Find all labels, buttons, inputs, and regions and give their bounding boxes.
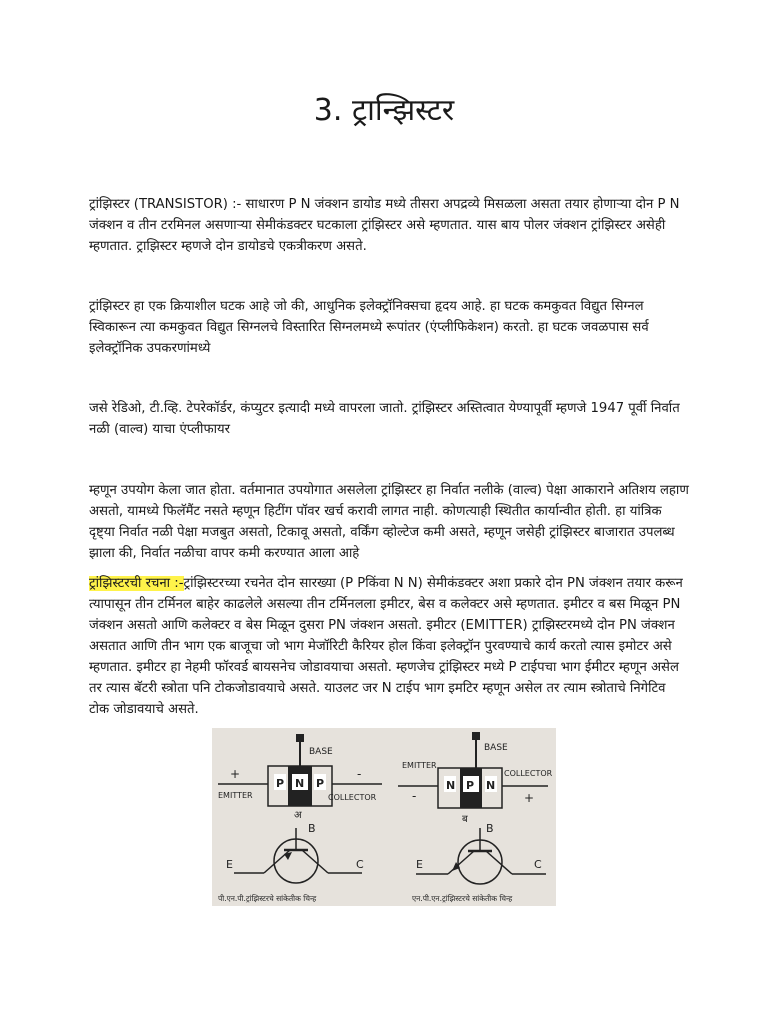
pnp-emitter-label: EMITTER <box>218 791 253 800</box>
pnp-marker: अ <box>294 810 302 821</box>
pnp-base-label: BASE <box>309 747 333 757</box>
pnp-b-label: B <box>308 822 316 835</box>
pnp-plus: + <box>230 767 241 781</box>
npn-base-label: BASE <box>484 743 508 753</box>
pnp-symbol <box>218 822 364 903</box>
npn-c-label: C <box>534 858 542 871</box>
pnp-caption: पी.एन.पी.ट्रांझिस्टरचे सांकेतीक चिन्ह <box>218 894 317 903</box>
pnp-structure <box>218 734 382 821</box>
npn-layer-3: N <box>486 779 496 792</box>
pnp-layer-1: P <box>276 777 285 790</box>
structure-heading-highlight: ट्रांझिस्टरची रचना :- <box>89 576 184 591</box>
npn-layer-2: P <box>466 779 475 792</box>
npn-caption: एन.पी.एन.ट्रांझिस्टरचे सांकेतीक चिन्ह <box>412 894 513 903</box>
paragraph-usage: जसे रेडिओ, टी.व्हि. टेपरेकॉर्डर, कंप्युटर इत्यादी मध्ये वापरला जातो. ट्रांझिस्टर अस्तित्वात येण्यापूर्वी म्हणजे 1947 पूर्वी निर्वात नळी (वाल्व) याचा एंप्लीफायर <box>89 401 680 437</box>
transistor-figure-photo <box>212 728 556 906</box>
pnp-e-label: E <box>226 858 233 871</box>
pnp-minus: - <box>357 767 362 781</box>
paragraph-definition: ट्रांझिस्टर (TRANSISTOR) :- साधारण P N जंक्शन डायोड मध्ये तीसरा अपद्रव्ये मिसळला असता तयार होणाऱ्या दोन P N जंक्शन व तीन टरमिनल असणाऱ्या सेमीकंडक्टर घटकाला ट्रांझिस्टर असे म्हणतात. यास बाय पोलर जंक्शन ट्रांझिस्टर असेही म्हणतात. ट्राझिस्टर म्हणजे दोन डायोडचे एकत्रीकरण असते. <box>89 197 680 254</box>
paragraph-active-component: ट्रांझिस्टर हा एक क्रियाशील घटक आहे जो की, आधुनिक इलेक्ट्रॉनिक्सचा हृदय आहे. हा घटक कमकुवत विद्युत सिग्नल स्विकारून त्या कमकुवत विद्युत सिग्नलचे विस्तारित सिग्नलमध्ये रूपांतर (एंप्लीफिकेशन) करतो. हा घटक जवळपास सर्व इलेक्ट्रॉनिक उपकरणांमध्ये <box>89 299 649 356</box>
page-title: 3. ट्रान्झिस्टर <box>313 93 455 128</box>
npn-emitter-label: EMITTER <box>402 761 437 770</box>
pnp-layer-2: N <box>295 777 305 790</box>
structure-body: ट्रांझिस्टरच्या रचनेत दोन सारख्या (P Pकिंवा N N) सेमीकंडक्टर अशा प्रकारे दोन PN जंक्शन तयार करून त्यापासून तीन टर्मिनल बाहेर काढलेले असल्या तीन टर्मिनलला इमीटर, बेस व कलेक्टर असे म्हणतात. इमीटर व बस मिळून PN जंक्शन असतो आणि कलेक्टर व बेस मिळून दुसरा PN जंक्शन असतो. इमीटर (EMITTER) ट्राझिस्टरमध्ये दोन PN जंक्शन असतात आणि तीन भाग एक बाजूचा जो भाग मेजॉरिटी कैरियर होल किंवा इलेक्ट्रॉन पुरवण्याचे कार्य करतो त्यास इमोटर असे म्हणतात. इमीटर हा नेहमी फॉरवर्ड बायसनेच जोडावयाचा असतो. म्हणजेच ट्रांझिस्टर मध्ये P टाईपचा भाग ईमीटर म्हणून असेल तर त्यास बॅटरी स्त्रोता पनि टोकजोडावयाचे असते. याउलट जर N टाईप भाग इमटिर म्हणून असेल तर त्याम स्त्रोताचे निगेटिव टोक जोडावयाचे असते. <box>89 576 683 717</box>
pnp-layer-3: P <box>316 777 325 790</box>
npn-b-label: B <box>486 822 494 835</box>
npn-collector-label: COLLECTOR <box>504 769 553 778</box>
pnp-c-label: C <box>356 858 364 871</box>
npn-e-label: E <box>416 858 423 871</box>
paragraph-structure <box>89 573 689 720</box>
npn-structure <box>398 732 553 825</box>
paragraph-advantages: म्हणून उपयोग केला जात होता. वर्तमानात उपयोगात असलेला ट्रांझिस्टर हा निर्वात नलीके (वाल्व) पेक्षा आकाराने अतिशय लहाण असतो, यामध्ये फिलॅमैंट नसते म्हणून हिटींग पॉवर खर्च करावी लागत नाही. कोणत्याही स्थितीत कार्यान्वीत होती. हा यांत्रिक दृष्ट्या निर्वात नळी पेक्षा मजबुत असतो, टिकावू असतो, वर्किंग व्होल्टेज कमी असते, म्हणून जसेही ट्रांझिस्टर बाजारात उपलब्ध झाला की, निर्वात नळीचा वापर कमी करण्यात आला आहे <box>89 483 689 561</box>
npn-plus: + <box>524 791 535 805</box>
transistor-diagram <box>212 728 556 906</box>
npn-marker: ब <box>462 814 468 825</box>
npn-symbol <box>412 822 546 903</box>
npn-minus: - <box>412 789 417 803</box>
pnp-collector-label: COLLECTOR <box>328 793 377 802</box>
npn-layer-1: N <box>446 779 456 792</box>
